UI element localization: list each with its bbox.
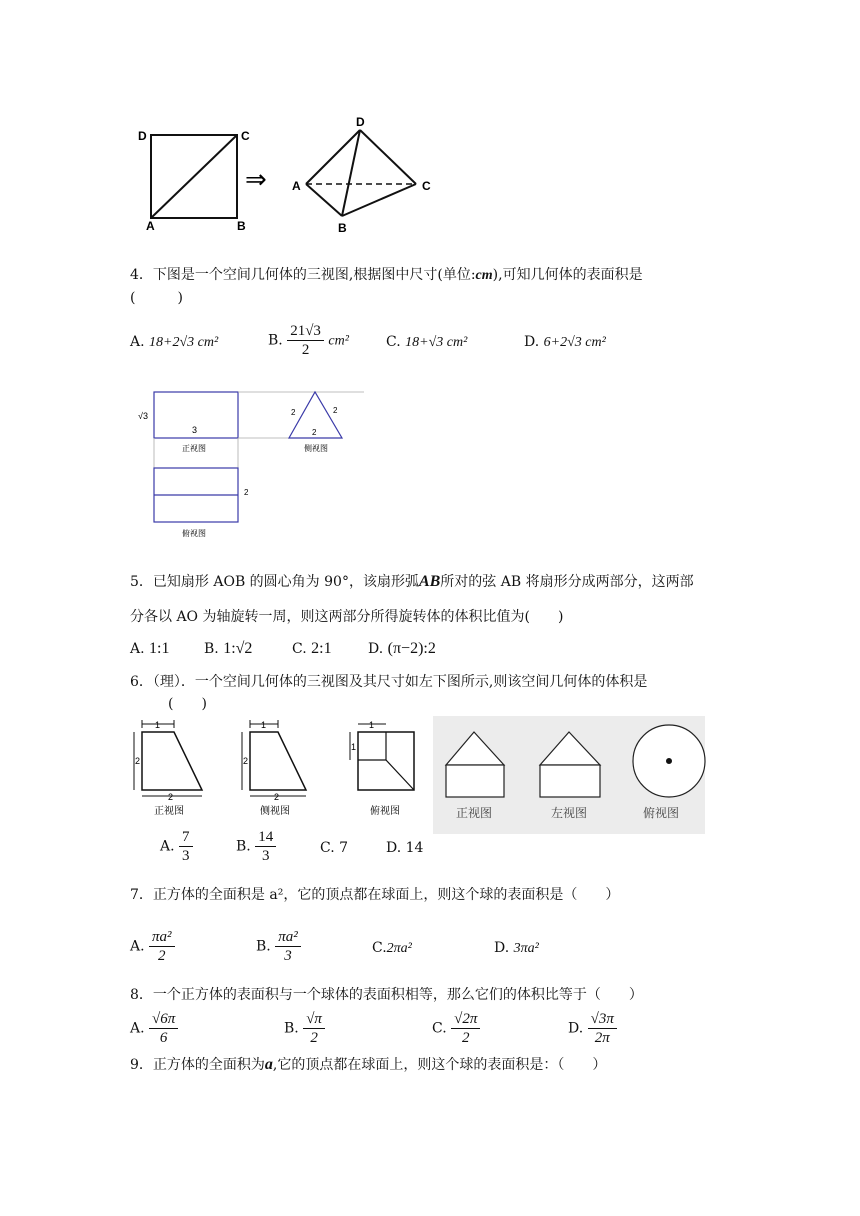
q4-top-view-label: 俯视图 xyxy=(182,529,206,538)
q6-front-view xyxy=(134,720,202,817)
q7-option-d: D. 3πa² xyxy=(494,940,539,956)
q5-option-d: D. (π−2):2 xyxy=(368,640,436,657)
q6-house-left-label: 左视图 xyxy=(551,806,588,820)
q6-option-a: A. $\frac{7}{3}$ xyxy=(160,828,193,865)
pyramid-label-b: B xyxy=(338,221,347,235)
q5-option-a: A. 1:1 xyxy=(130,640,170,657)
question-5-line-1: 5．已知扇形 AOB 的圆心角为 90°，该扇形弧AB所对的弦 AB 将扇形分成两部分，这两部 xyxy=(130,573,694,590)
q7-option-b: B. $\frac{\text{πa²}}{3}$ xyxy=(256,928,301,965)
q6-front-view-label: 正视图 xyxy=(154,806,184,817)
q6-side-width-label: 2 xyxy=(274,792,280,802)
q6-house-front-label: 正视图 xyxy=(456,806,493,820)
question-9-stem: 9．正方体的全面积为a,它的顶点都在球面上，则这个球的表面积是：（ ） xyxy=(130,1056,607,1073)
label-d: D xyxy=(138,129,147,143)
question-7-stem: 7．正方体的全面积是 a²，它的顶点都在球面上，则这个球的表面积是（ ） xyxy=(130,887,620,903)
q6-option-b-fraction: $\frac{14}{3}$ xyxy=(255,828,276,865)
pyramid-label-a: A xyxy=(292,179,301,193)
q8-option-c-fraction: $\frac{√2\pi}{2}$ xyxy=(451,1010,480,1047)
q4-side-right-label: 2 xyxy=(333,406,338,415)
question-8-stem: 8．一个正方体的表面积与一个球体的表面积相等，那么它们的体积比等于（ ） xyxy=(130,987,643,1003)
q6-top-view-label: 俯视图 xyxy=(370,806,400,817)
question-6-paren: ( ) xyxy=(168,696,207,712)
q6-side-view xyxy=(242,720,306,817)
q7-option-b-fraction: $\frac{\text{πa²}}{3}$ xyxy=(275,928,301,965)
question-6-stem: 6．（理）．一个空间几何体的三视图及其尺寸如左下图所示,则该空间几何体的体积是 xyxy=(130,674,648,690)
q4-side-left-label: 2 xyxy=(291,408,296,417)
q8-option-a-fraction: $\frac{√6\pi}{6}$ xyxy=(149,1010,178,1047)
question-4-stem: 4．下图是一个空间几何体的三视图,根据图中尺寸(单位:cm),可知几何体的表面积是 xyxy=(130,267,643,283)
q7-option-a: A. $\frac{\text{πa²}}{2}$ xyxy=(130,928,175,965)
q4-option-d: D. 6+2√3 cm² xyxy=(524,334,606,350)
q6-three-view-figure xyxy=(128,716,708,836)
label-c: C xyxy=(241,129,250,143)
q6-option-d: D. 14 xyxy=(386,840,424,856)
question-4-paren: ( ) xyxy=(130,290,183,306)
q6-option-b: B. $\frac{14}{3}$ xyxy=(236,828,276,865)
label-a: A xyxy=(146,219,155,233)
q5-option-b: B. 1:√2 xyxy=(204,640,253,657)
q6-front-top-label: 1 xyxy=(155,720,161,730)
square-to-pyramid-figure xyxy=(130,110,450,240)
q6-top-top-label: 1 xyxy=(369,720,375,730)
q4-side-base-label: 2 xyxy=(312,428,317,437)
q6-side-top-label: 1 xyxy=(261,720,267,730)
q4-three-view-figure xyxy=(134,382,364,542)
label-b: B xyxy=(237,219,246,233)
question-5-line-2: 分各以 AO 为轴旋转一周，则这两部分所得旋转体的体积比值为( ) xyxy=(130,609,564,625)
q4-option-a: A. 18+2√3 cm² xyxy=(130,334,219,350)
q7-option-a-fraction: $\frac{\text{πa²}}{2}$ xyxy=(149,928,175,965)
q8-option-d: D. $\frac{√3\pi}{2\pi}$ xyxy=(568,1010,617,1047)
q8-option-c: C. $\frac{√2\pi}{2}$ xyxy=(432,1010,480,1047)
q4-front-view-label: 正视图 xyxy=(182,444,206,453)
q4-top-depth-label: 2 xyxy=(244,488,249,497)
q4-option-c: C. 18+√3 cm² xyxy=(386,334,468,350)
q6-option-a-fraction: $\frac{7}{3}$ xyxy=(179,828,193,865)
q4-width-label: 3 xyxy=(192,425,198,435)
q8-option-b: B. $\frac{√\pi}{2}$ xyxy=(284,1010,325,1047)
q6-top-height-label: 1 xyxy=(351,742,357,752)
q6-house-top-label: 俯视图 xyxy=(643,806,680,820)
q7-option-c: C.2πa² xyxy=(372,940,412,956)
pyramid-label-c: C xyxy=(422,179,431,193)
q4-option-b: B. $\frac{21√3}{2}$ cm² xyxy=(268,323,349,358)
q8-option-d-fraction: $\frac{√3\pi}{2\pi}$ xyxy=(588,1010,617,1047)
q6-top-view xyxy=(350,720,414,817)
q4-option-b-fraction: $\frac{21√3}{2}$ xyxy=(287,322,324,359)
q6-side-height-label: 2 xyxy=(243,756,249,766)
q6-front-height-label: 2 xyxy=(135,756,141,766)
implies-arrow: ⇒ xyxy=(245,164,267,194)
q4-side-view-label: 侧视图 xyxy=(304,444,328,453)
q6-side-view-label: 侧视图 xyxy=(260,806,290,817)
pyramid-label-d: D xyxy=(356,115,365,129)
q8-option-b-fraction: $\frac{√\pi}{2}$ xyxy=(303,1010,325,1047)
q8-option-a: A. $\frac{√6\pi}{6}$ xyxy=(130,1010,178,1047)
q6-option-c: C. 7 xyxy=(320,840,349,856)
q5-option-c: C. 2:1 xyxy=(292,640,332,657)
q6-front-width-label: 2 xyxy=(168,792,174,802)
q4-sqrt3-label: √3 xyxy=(138,411,148,421)
